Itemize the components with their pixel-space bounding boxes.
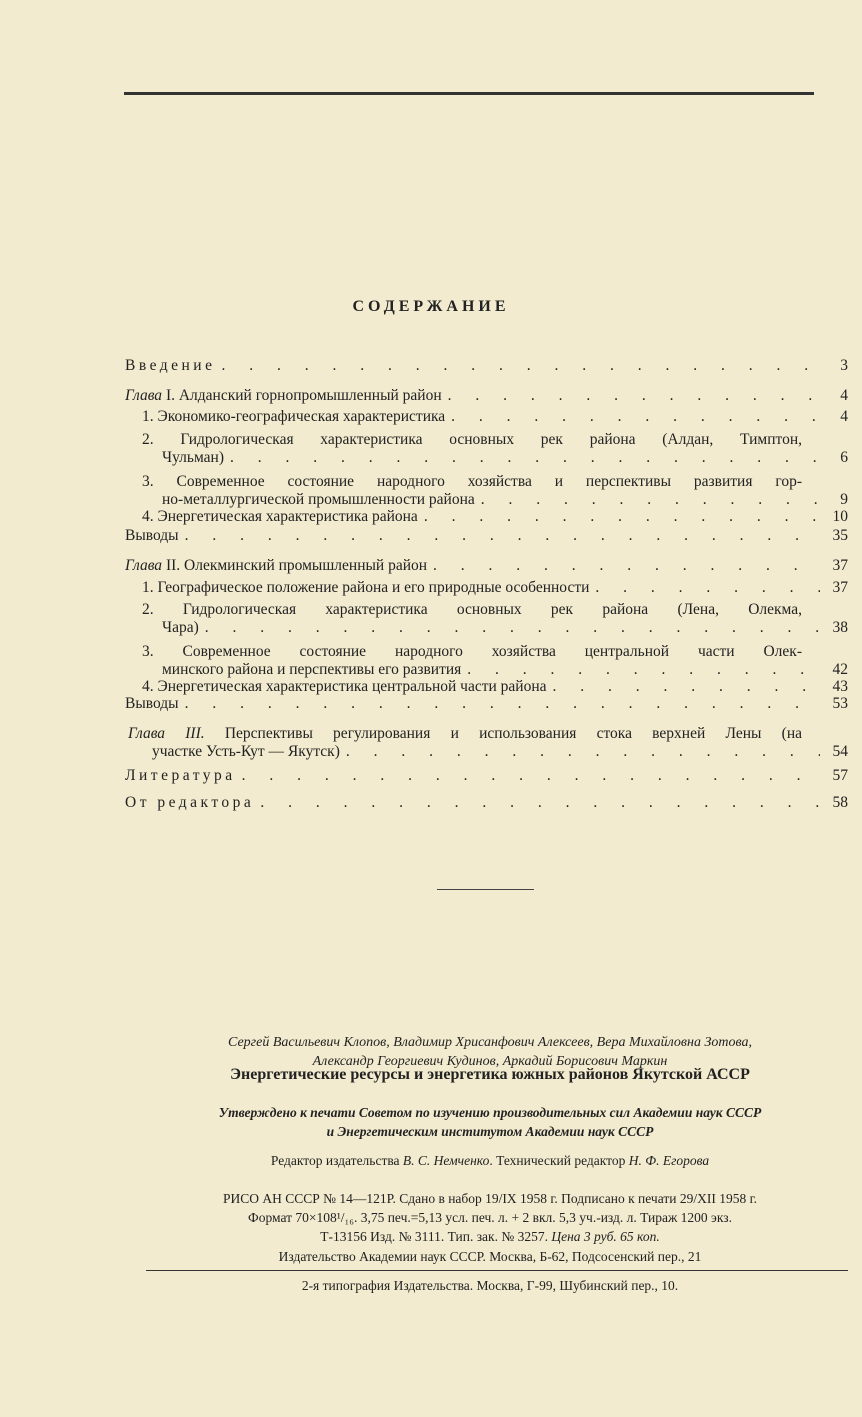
toc-label-cont: Чульман) (162, 449, 224, 466)
approval-line: Утверждено к печати Советом по изучению производительных сил Академии наук СССР (218, 1105, 762, 1120)
toc-page: 3 (840, 357, 848, 374)
toc-label: 3. Современное состояние народного хозяйства и перспективы развития гор- (142, 473, 802, 490)
toc-entry (125, 431, 848, 467)
toc-entry (125, 508, 848, 526)
toc-entry (125, 767, 848, 785)
toc-label: Введение (125, 357, 216, 374)
toc-page: 58 (832, 794, 848, 811)
toc-page: 10 (832, 508, 848, 525)
toc-entry (125, 794, 848, 812)
toc-label: Литература (125, 767, 236, 784)
toc-label: Выводы (125, 695, 179, 712)
toc-page: 6 (840, 449, 848, 466)
toc-page: 4 (840, 408, 848, 425)
toc-label-cont: минского района и перспективы его развития (162, 661, 462, 678)
toc-entry (125, 473, 848, 509)
toc-page: 38 (832, 619, 848, 636)
toc-label: 4. Энергетическая характеристика центральной части района (142, 678, 547, 695)
toc-entry (125, 387, 848, 405)
toc-label: Перспективы регулирования и использования стока верхней Лены (на (204, 725, 802, 742)
toc-label-cont: Чара) (162, 619, 199, 636)
toc-page: 54 (832, 743, 848, 760)
toc-prefix: Глава (125, 387, 163, 404)
toc-page: 53 (832, 695, 848, 712)
toc-entry (125, 725, 848, 761)
toc-label: I. Алданский горнопромышленный район (162, 387, 442, 404)
bottom-rule (146, 1270, 848, 1271)
book-title: Энергетические ресурсы и энергетика южных районов Якутской АССР (230, 1066, 750, 1083)
toc-prefix: Глава III. (128, 725, 205, 742)
toc-label: 2. Гидрологическая характеристика основных рек района (Алдан, Тимптон, (142, 431, 802, 448)
toc-label: 3. Современное состояние народного хозяйства центральной части Олек- (142, 643, 802, 660)
separator-rule (437, 889, 534, 890)
toc-entry (125, 579, 848, 597)
toc-label: 2. Гидрологическая характеристика основных рек района (Лена, Олекма, (142, 601, 802, 618)
top-rule (124, 92, 814, 95)
price: Цена 3 руб. 65 коп. (551, 1229, 660, 1244)
toc-entry (125, 678, 848, 696)
toc-entry (125, 695, 848, 713)
approval-note (150, 1103, 830, 1141)
toc-entry (125, 527, 848, 545)
toc-label-cont: но-металлургической промышленности района (162, 491, 475, 508)
toc-page: 57 (832, 767, 848, 784)
toc-label: 4. Энергетическая характеристика района (142, 508, 418, 525)
typography: 2-я типография Издательства. Москва, Г-99, Шубинский пер., 10. (301, 1278, 679, 1293)
editor-name: В. С. Немченко (402, 1153, 490, 1168)
toc-prefix: Глава (125, 557, 163, 574)
tech-editor-label: . Технический редактор (489, 1153, 629, 1168)
print-line: Формат 70×108¹/₁₆. 3,75 печ.=5,13 усл. печ. л. + 2 вкл. 5,3 уч.-изд. л. Тираж 1200 экз. (248, 1210, 732, 1225)
toc-label: 1. Географическое положение района и его природные особенности (142, 579, 590, 596)
authors-line: Сергей Васильевич Клопов, Владимир Хрисанфович Алексеев, Вера Михайловна Зотова, (228, 1035, 752, 1050)
editor-label: Редактор издательства (270, 1153, 403, 1168)
toc-page: 37 (832, 579, 848, 596)
toc-entry (125, 408, 848, 426)
toc-label: От редактора (125, 794, 255, 811)
toc-label: II. Олекминский промышленный район (162, 557, 428, 574)
toc-entry (125, 601, 848, 637)
toc-label: Выводы (125, 527, 179, 544)
toc-page: 35 (832, 527, 848, 544)
publisher: Издательство Академии наук СССР. Москва, Б-62, Подсосенский пер., 21 (278, 1249, 702, 1264)
approval-line: и Энергетическим институтом Академии наук СССР (326, 1124, 654, 1139)
toc-page: 4 (840, 387, 848, 404)
print-line: Т-13156 Изд. № 3111. Тип. зак. № 3257. (320, 1229, 552, 1244)
toc-page: 43 (832, 678, 848, 695)
editors (150, 1151, 830, 1170)
print-line: РИСО АН СССР № 14—121Р. Сдано в набор 19/IX 1958 г. Подписано к печати 29/XII 1958 г. (223, 1191, 757, 1206)
toc-entry (125, 557, 848, 575)
toc-page: 42 (832, 661, 848, 678)
toc-page: 37 (832, 557, 848, 574)
toc-label-cont: участке Усть-Кут — Якутск) (152, 743, 340, 760)
toc-title: СОДЕРЖАНИЕ (352, 298, 510, 315)
toc-page: 9 (840, 491, 848, 508)
tech-editor-name: Н. Ф. Егорова (628, 1153, 710, 1168)
authors-line: Александр Георгиевич Кудинов, Аркадий Борисович Маркин (312, 1054, 668, 1069)
toc-entry (125, 643, 848, 679)
toc-entry (125, 357, 848, 375)
toc-label: 1. Экономико-географическая характеристика (142, 408, 446, 425)
print-info (150, 1189, 830, 1246)
